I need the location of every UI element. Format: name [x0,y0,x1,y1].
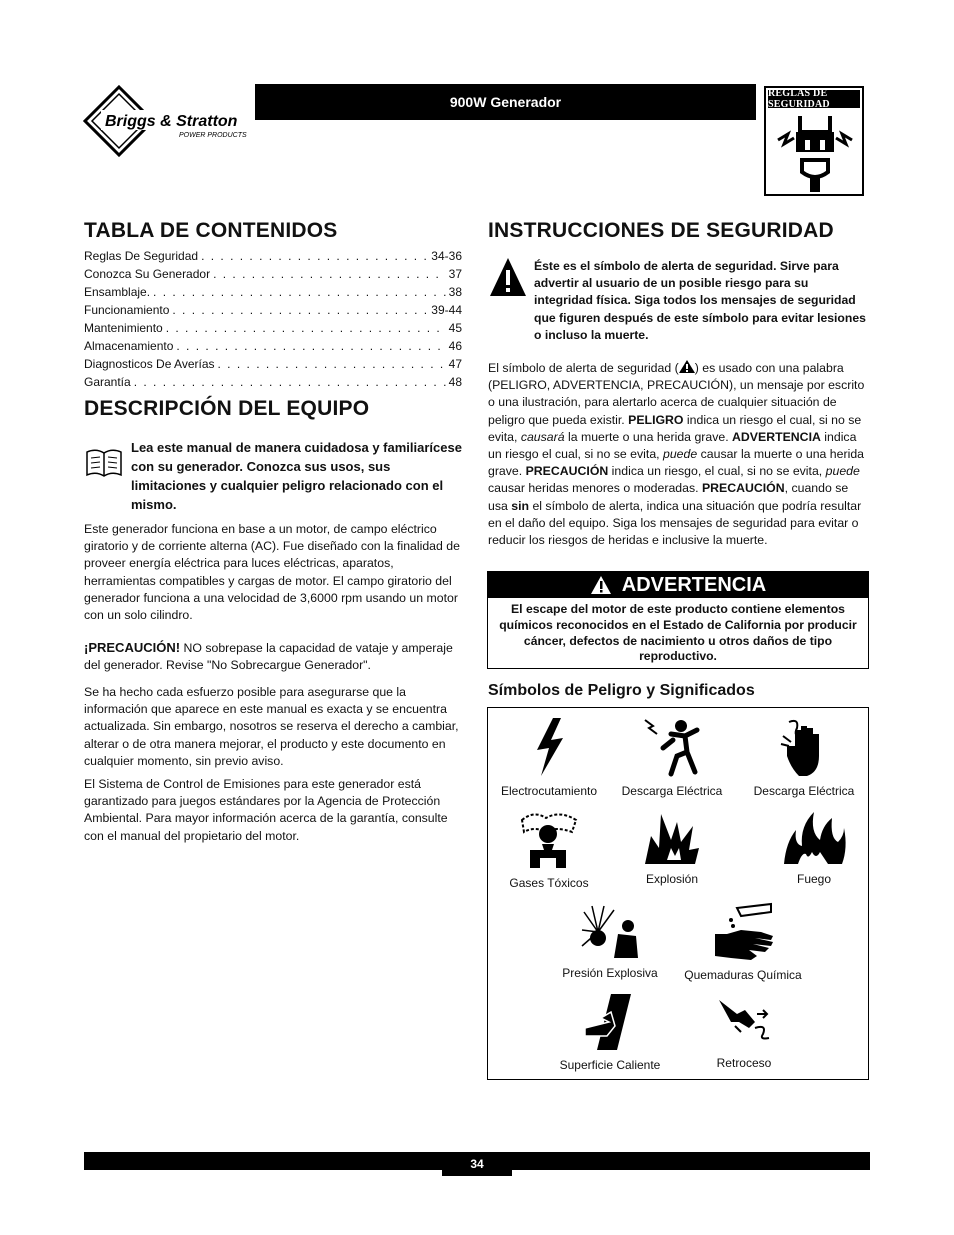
plug-shock-icon [774,110,856,194]
warning-box [487,571,869,669]
safety-body: El símbolo de alerta de seguridad ( ) es usado con una palabra (PELIGRO, ADVERTENCIA, PRECAUCIÓN), un mensaje por escrito o una ilustración, para alertarlo acerca de cualquier situación de peligro que pueda existir. PELIGRO indica un riesgo el cual, si no se evita, causará la muerte o una herida grave. ADVERTENCIA indica un riesgo el cual, si no se evita, puede causar la muerte o una herida grave. PRECAUCIÓN indica un riesgo, el cual, si no se evita, puede causar heridas menores o moderadas. PRECAUCIÓN, cuando se usa sin el símbolo de alerta, indica una situación que podría resultar en el daño del equipo. Siga los mensajes de seguridad para evitar o reducir los riesgos de heridas e inclusive la muerte. [488,361,865,548]
toc-item[interactable]: Almacenamiento . . . 46 [84,337,462,355]
symbol-explosive-pressure: Presión Explosiva [550,902,670,980]
symbol-explosion: Explosión [612,808,732,886]
toc-item[interactable]: Diagnosticos De Averías . . . 47 [84,355,462,373]
brand-name: Briggs & Stratton [105,113,238,130]
safety-heading: INSTRUCCIONES DE SEGURIDAD [488,219,834,242]
header-title-bar [255,84,756,120]
caution-paragraph [84,639,464,674]
toc-item[interactable]: Mantenimiento . . . 45 [84,319,462,337]
warning-header [488,572,868,598]
fire-flames-icon [780,808,848,866]
description-heading: DESCRIPCIÓN DEL EQUIPO [84,397,370,420]
safety-alert-intro: Éste es el símbolo de alerta de seguridad. Sirve para advertir al usuario de un posible riesgo para su integridad física. Siga todos los mensajes de seguridad que figuren después de este símbolo para evitar lesiones o incluso la muerte. [534,259,866,342]
hand-shock-icon [773,716,835,778]
page-number: 34 [442,1152,512,1176]
manual-title: 900W Generador [449,94,562,110]
toxic-gas-person-icon [516,810,582,870]
book-icon [84,446,124,480]
safety-alert-icon [488,256,528,298]
caution-text: NO sobrepase la capacidad de vataje y amperaje del generador. Revise "No Sobrecargue Generador". [84,641,453,673]
footer-bar-left [84,1152,442,1170]
description-paragraph-2: Se ha hecho cada esfuerzo posible para asegurarse que la información que aparece en este manual es exacta y se encuentra actualizada. Sin embargo, nosotros se reserva el derecho a cambiar, alterar o de otra manera mejorar, el producto y este documento en cualquier momento, sin previo aviso. [84,685,459,768]
description-paragraph-1: Este generador funciona en base a un motor, de campo eléctrico giratorio y de corriente alterna (AC). Fue diseñado con la finalidad de proveer energía eléctrica para luces eléctricas, aparatos, herramientas compatibles y cargas de motor. El campo giratorio del generador funciona a una velocidad de 3,6000 rpm usando un motor con un solo cilindro. [84,522,460,623]
rules-badge-label: REGLAS DE SEGURIDAD [768,90,860,108]
caution-label: ¡PRECAUCIÓN! [84,640,181,655]
symbols-heading: Símbolos de Peligro y Significados [488,682,755,699]
toc-item[interactable]: Reglas De Seguridad . . . 34-36 [84,247,462,265]
explosion-icon [641,808,703,866]
toc-item[interactable]: Conozca Su Generador . . . 37 [84,265,462,283]
toc-heading: TABLA DE CONTENIDOS [84,219,338,242]
toc-list [84,247,462,391]
warning-title: ADVERTENCIA [621,573,767,596]
toc-item[interactable]: Funcionamiento . . . 39-44 [84,301,462,319]
symbol-electrocution: Electrocutamiento [494,716,604,798]
footer-bar-right [512,1152,870,1170]
briggs-stratton-logo [83,85,258,157]
symbol-electric-shock-2: Descarga Eléctrica [744,716,864,798]
warning-triangle-icon [590,575,612,595]
toc-item[interactable]: Garantía . . . 48 [84,373,462,391]
chemical-burn-hand-icon [711,902,775,962]
falling-person-shock-icon [641,716,703,778]
hazard-symbols-panel [487,707,869,1080]
lightning-bolt-icon [529,716,569,778]
symbol-electric-shock-1: Descarga Eléctrica [612,716,732,798]
brand-sub: POWER PRODUCTS [179,132,247,139]
symbol-kickback: Retroceso [684,992,804,1070]
inline-alert-icon [679,360,695,373]
explosive-pressure-icon [578,902,642,960]
toc-item[interactable]: Ensamblaje. . . . 38 [84,283,462,301]
hot-surface-icon [581,992,639,1052]
kickback-arm-icon [715,992,773,1050]
symbol-hot-surface: Superficie Caliente [550,992,670,1072]
symbol-chemical-burns: Quemaduras Química [678,902,808,982]
description-paragraph-3: El Sistema de Control de Emisiones para este generador está garantizado para juegos estándares por la Agencia de Protección Ambiental. Para mayor información acerca de la garantía, consulte con el manual del propietario del motor. [84,777,448,843]
warning-text: El escape del motor de este producto contiene elementos químicos reconocidos en el Estado de California por producir cáncer, defectos de nacimiento u otros daños de tipo reproductivo. [499,602,857,664]
safety-rules-badge [764,86,864,196]
symbol-toxic-gases: Gases Tóxicos [494,810,604,890]
description-intro: Lea este manual de manera cuidadosa y familiarícese con su generador. Conozca sus usos, sus limitaciones y cualquier peligro relacionado con el mismo. [131,440,462,512]
symbol-fire: Fuego [754,808,874,886]
